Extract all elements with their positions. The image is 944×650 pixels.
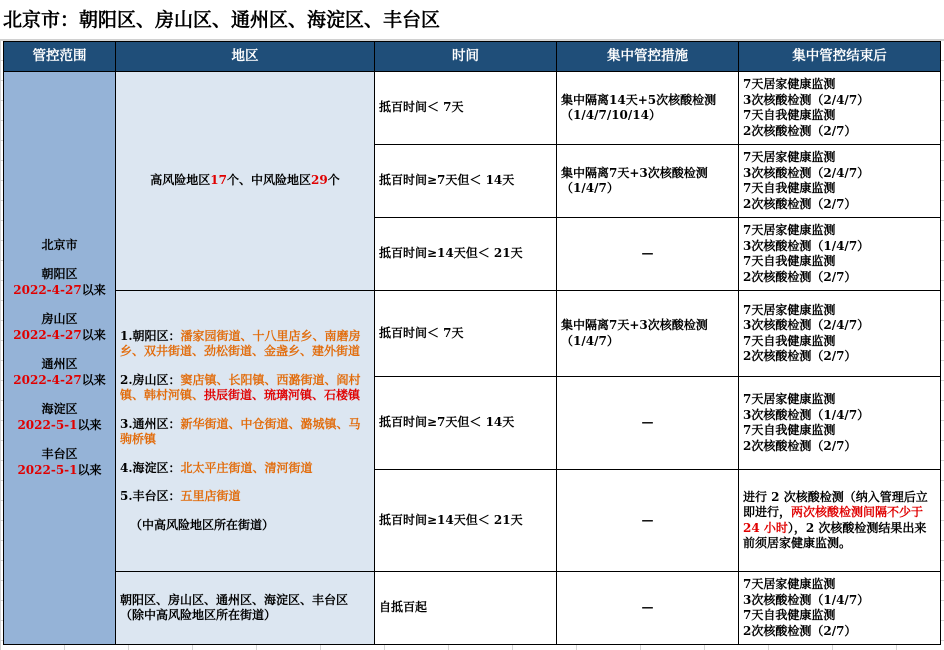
area-chaoyang: 1.朝阳区：潘家园街道、十八里店乡、南磨房乡、双井街道、劲松街道、金盏乡、建外街道 [120, 328, 361, 359]
header-time: 时间 [375, 42, 557, 72]
area-haidian: 4.海淀区：北太平庄街道、清河街道 [120, 460, 313, 475]
header-after: 集中管控结束后 [739, 42, 941, 72]
table-row [4, 72, 941, 145]
after-cell: 7天居家健康监测 3次核酸检测（1/4/7） 7天自我健康监测 2次核酸检测（2/7） [739, 572, 941, 645]
area-fangshan: 2.房山区：窦店镇、长阳镇、西潞街道、阎村镇、韩村河镇、拱辰街道、琉璃河镇、石楼镇 [120, 372, 361, 403]
time-cell: 抵百时间≥7天但＜ 14天 [375, 377, 557, 470]
scope-district: 通州区 2022-4-27以来 [13, 357, 106, 387]
time-cell: 抵百时间≥14天但＜ 21天 [375, 470, 557, 572]
after-cell: 7天居家健康监测 3次核酸检测（2/4/7） 7天自我健康监测 2次核酸检测（2/7） [739, 72, 941, 145]
scope-district: 丰台区 2022-5-1以来 [17, 447, 102, 477]
measure-cell: — [557, 218, 739, 291]
measure-cell: — [557, 470, 739, 572]
area-cell-streets [116, 291, 375, 572]
measure-cell: 集中隔离14天+5次核酸检测（1/4/7/10/14） [557, 72, 739, 145]
after-cell: 7天居家健康监测 3次核酸检测（1/4/7） 7天自我健康监测 2次核酸检测（2/7） [739, 218, 941, 291]
area-cell-high-mid-risk: 高风险地区17个、中风险地区29个 [116, 72, 375, 291]
scope-district: 朝阳区 2022-4-27以来 [13, 267, 106, 297]
page-title: 北京市：朝阳区、房山区、通州区、海淀区、丰台区 [0, 0, 944, 40]
after-cell: 7天居家健康监测 3次核酸检测（2/4/7） 7天自我健康监测 2次核酸检测（2/7） [739, 291, 941, 377]
time-cell: 抵百时间＜ 7天 [375, 291, 557, 377]
time-cell: 抵百时间＜ 7天 [375, 72, 557, 145]
area-note: （中高风险地区所在街道） [130, 517, 275, 532]
measure-cell: 集中隔离7天+3次核酸检测（1/4/7） [557, 145, 739, 218]
measure-cell: 集中隔离7天+3次核酸检测（1/4/7） [557, 291, 739, 377]
header-row [4, 42, 941, 72]
scope-district: 房山区 2022-4-27以来 [13, 312, 106, 342]
area-tongzhou: 3.通州区：新华街道、中仓街道、潞城镇、马驹桥镇 [120, 416, 361, 447]
measure-cell: — [557, 572, 739, 645]
header-area: 地区 [116, 42, 375, 72]
header-scope: 管控范围 [4, 42, 116, 72]
table-row [4, 572, 941, 645]
area-cell-other: 朝阳区、房山区、通州区、海淀区、丰台区（除中高风险地区所在街道） [116, 572, 375, 645]
time-cell: 自抵百起 [375, 572, 557, 645]
scope-district: 海淀区 2022-5-1以来 [17, 402, 102, 432]
scope-cell [4, 72, 116, 645]
time-cell: 抵百时间≥7天但＜ 14天 [375, 145, 557, 218]
area-fengtai: 5.丰台区：五里店街道 [120, 489, 241, 504]
scope-city: 北京市 [41, 237, 78, 252]
header-measures: 集中管控措施 [557, 42, 739, 72]
after-cell: 7天居家健康监测 3次核酸检测（1/4/7） 7天自我健康监测 2次核酸检测（2/7） [739, 377, 941, 470]
control-table [3, 41, 941, 645]
table-row [4, 291, 941, 377]
after-cell: 7天居家健康监测 3次核酸检测（2/4/7） 7天自我健康监测 2次核酸检测（2/7） [739, 145, 941, 218]
after-cell: 进行 2 次核酸检测（纳入管理后立即进行，两次核酸检测间隔不少于 24 小时），2 次核酸检测结果出来前须居家健康监测。 [739, 470, 941, 572]
measure-cell: — [557, 377, 739, 470]
time-cell: 抵百时间≥14天但＜ 21天 [375, 218, 557, 291]
